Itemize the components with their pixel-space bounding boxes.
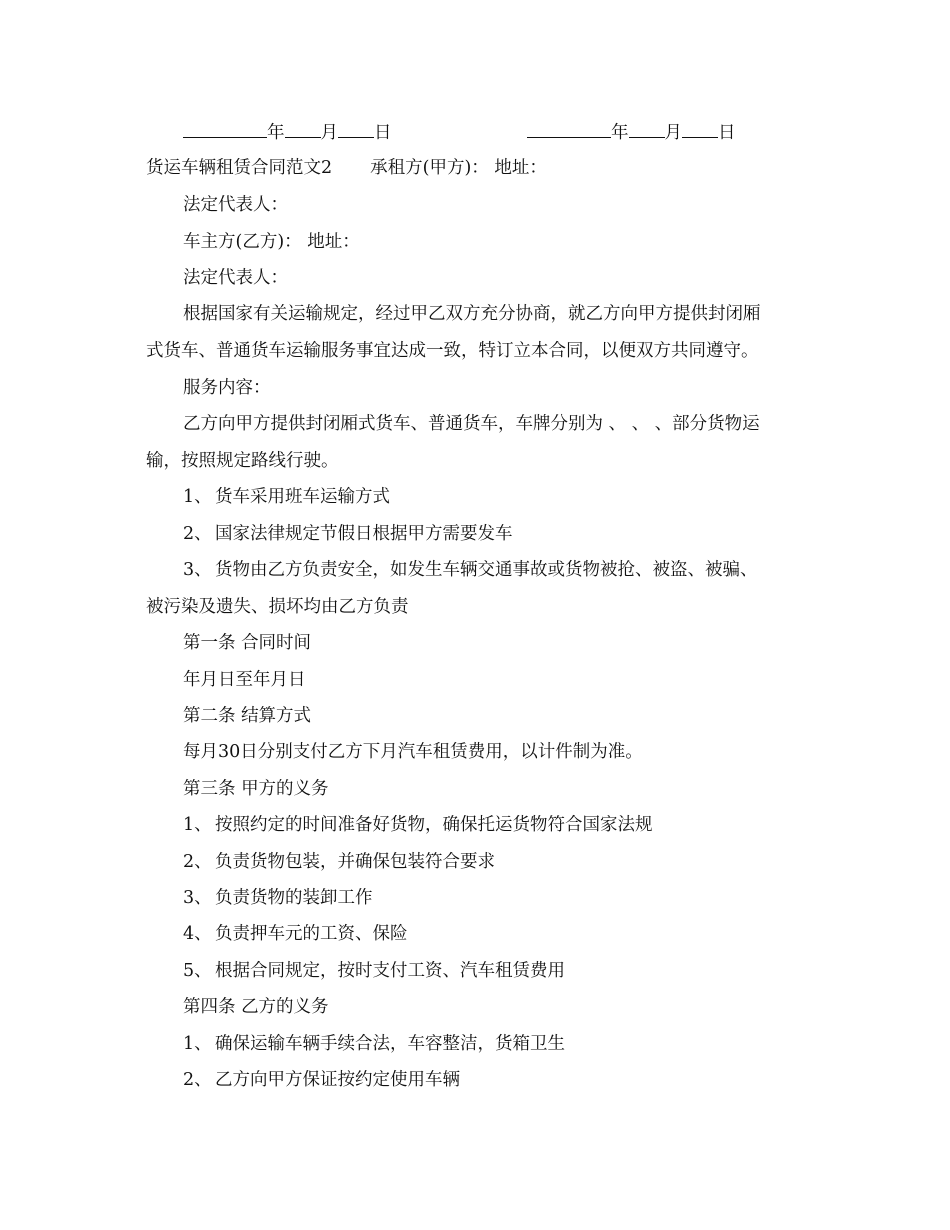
day-label: 日	[374, 123, 392, 143]
item-text: 负责货物包装，并确保包装符合要求	[215, 852, 495, 872]
service-line-1: 乙方向甲方提供封闭厢式货车、普通货车，车牌分别为 、 、 、部分货物运	[183, 414, 760, 434]
item-text: 国家法律规定节假日根据甲方需要发车	[215, 524, 513, 544]
article-3-heading: 第三条 甲方的义务	[183, 779, 329, 799]
settlement-text: 每月30日分别支付乙方下月汽车租赁费用，以计件制为准。	[183, 742, 643, 762]
blank-day	[682, 119, 718, 138]
owner-representative: 法定代表人：	[183, 268, 288, 288]
item-text: 根据合同规定，按时支付工资、汽车租赁费用	[215, 961, 565, 981]
date-line-left	[183, 119, 392, 145]
blank-year	[183, 119, 267, 138]
month-label: 月	[320, 123, 338, 143]
lessee-address-label: 承租方(甲方)： 地址：	[370, 158, 547, 178]
article-4-heading: 第四条 乙方的义务	[183, 997, 329, 1017]
lessee-representative: 法定代表人：	[183, 195, 288, 215]
day-label: 日	[718, 123, 736, 143]
year-label: 年	[611, 123, 629, 143]
preamble-line-1: 根据国家有关运输规定，经过甲乙双方充分协商，就乙方向甲方提供封闭厢	[183, 304, 761, 324]
blank-year	[527, 119, 611, 138]
item-number: 4、	[183, 924, 212, 944]
service-content-heading: 服务内容：	[183, 378, 271, 398]
party-b-duty-1	[183, 1032, 843, 1056]
party-a-duty-1	[183, 813, 843, 837]
item-text: 货车采用班车运输方式	[215, 487, 390, 507]
item-text: 负责货物的装卸工作	[215, 888, 373, 908]
item-number: 3、	[183, 560, 212, 580]
party-a-duty-2	[183, 850, 843, 874]
item-number: 2、	[183, 524, 212, 544]
item-number: 1、	[183, 487, 212, 507]
item-text: 货物由乙方负责安全，如发生车辆交通事故或货物被抢、被盗、被骗、	[215, 560, 758, 580]
item-number: 1、	[183, 815, 212, 835]
item-text: 乙方向甲方保证按约定使用车辆	[215, 1070, 460, 1090]
item-text: 按照约定的时间准备好货物，确保托运货物符合国家法规	[215, 815, 653, 835]
item-number: 2、	[183, 852, 212, 872]
blank-month	[285, 119, 321, 138]
item-number: 1、	[183, 1034, 212, 1054]
document-title-line	[146, 156, 806, 180]
month-label: 月	[664, 123, 682, 143]
service-item-3-cont: 被污染及遗失、损坏均由乙方负责	[146, 597, 409, 617]
blank-month	[629, 119, 665, 138]
preamble-line-2: 式货车、普通货车运输服务事宜达成一致，特订立本合同，以便双方共同遵守。	[146, 341, 759, 361]
item-text: 负责押车元的工资、保险	[215, 924, 408, 944]
year-label: 年	[267, 123, 285, 143]
service-line-2: 输，按照规定路线行驶。	[146, 451, 339, 471]
date-line-right	[527, 119, 736, 145]
article-1-heading: 第一条 合同时间	[183, 633, 312, 653]
item-text: 确保运输车辆手续合法，车容整洁，货箱卫生	[215, 1034, 565, 1054]
party-b-duty-2	[183, 1068, 843, 1092]
blank-day	[338, 119, 374, 138]
service-item-3	[183, 558, 843, 582]
item-number: 3、	[183, 888, 212, 908]
owner-address-label: 车主方(乙方)： 地址：	[183, 232, 360, 252]
party-a-duty-4	[183, 922, 843, 946]
party-a-duty-3	[183, 886, 843, 910]
service-item-1	[183, 485, 843, 509]
item-number: 2、	[183, 1070, 212, 1090]
contract-period: 年月日至年月日	[183, 670, 306, 690]
item-number: 5、	[183, 961, 212, 981]
article-2-heading: 第二条 结算方式	[183, 706, 312, 726]
party-a-duty-5	[183, 959, 843, 983]
service-item-2	[183, 522, 843, 546]
document-title: 货运车辆租赁合同范文2	[146, 158, 333, 178]
